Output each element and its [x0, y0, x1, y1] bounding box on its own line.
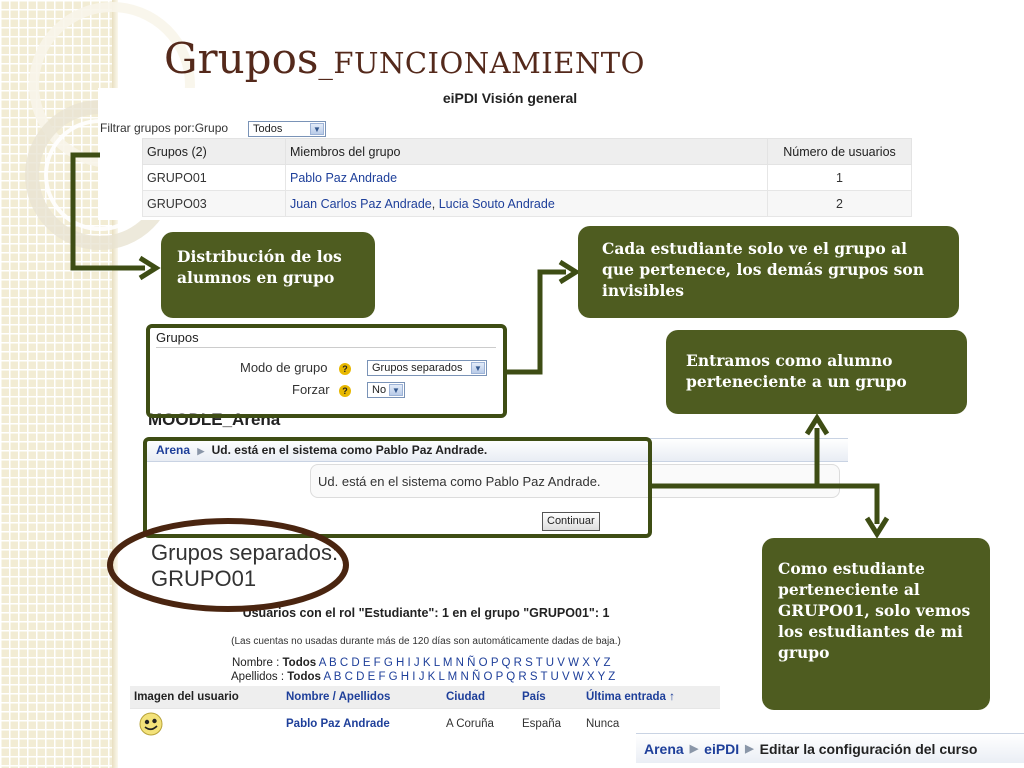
breadcrumb-course-link[interactable]: eiPDI — [704, 740, 740, 757]
separated-groups-oval — [110, 521, 346, 609]
group-settings-legend: Grupos — [156, 330, 199, 345]
breadcrumb-current: Ud. está en el sistema como Pablo Paz Andrade. — [211, 443, 488, 457]
group-mode-value: Grupos separados — [372, 362, 463, 374]
enter-as-student-callout: Entramos como alumno perteneciente a un grupo — [666, 330, 967, 414]
name-filter-label: Nombre : — [232, 657, 280, 669]
group-members: Juan Carlos Paz Andrade, Lucia Souto Andrade — [286, 191, 768, 217]
breadcrumb-home-link[interactable]: Arena — [644, 740, 684, 757]
separated-groups-title: Grupos separados: — [151, 540, 339, 565]
overview-heading: eiPDI Visión general — [442, 90, 578, 106]
column-header-country[interactable]: País — [518, 686, 582, 708]
arrow-arena-to-enter — [652, 428, 817, 486]
login-message: Ud. está en el sistema como Pablo Paz Andrade. — [318, 474, 601, 489]
member-link[interactable]: Pablo Paz Andrade — [290, 170, 398, 185]
filter-label: Filtrar grupos por:Grupo — [100, 121, 229, 135]
breadcrumb-separator-icon: ▶ — [689, 743, 699, 755]
group-mode-label: Modo de grupo — [240, 360, 328, 375]
column-header-user-count: Número de usuarios — [768, 139, 912, 165]
title-sub: _FUNCIONAMIENTO — [318, 46, 645, 80]
title-main: Grupos — [164, 34, 319, 83]
group-name: GRUPO01 — [143, 165, 286, 191]
users-heading: Usuarios con el rol "Estudiante": 1 en el grupo "GRUPO01": 1 — [242, 606, 610, 620]
help-icon[interactable]: ? — [339, 385, 351, 397]
help-icon[interactable]: ? — [339, 363, 351, 375]
chevron-down-icon: ▼ — [471, 362, 485, 374]
member-link[interactable]: Juan Carlos Paz Andrade — [290, 196, 432, 211]
users-note: (Las cuentas no usadas durante más de 120 días son automáticamente dadas de baja.) — [231, 636, 621, 647]
separated-groups-group: GRUPO01 — [151, 566, 257, 591]
filter-group-value: Todos — [253, 123, 283, 135]
member-link[interactable]: Lucia Souto Andrade — [438, 196, 555, 211]
column-header-user-image: Imagen del usuario — [130, 686, 282, 708]
breadcrumb-separator-icon: ▶ — [745, 743, 754, 755]
user-country: España — [518, 708, 582, 740]
surname-filter-all[interactable]: Todos — [287, 671, 321, 683]
user-count: 1 — [768, 165, 912, 191]
column-header-last-access[interactable]: Última entrada ↑ — [582, 686, 720, 708]
breadcrumb-separator-icon: ▶ — [197, 446, 205, 456]
course-breadcrumb — [636, 733, 1024, 763]
user-name-link[interactable]: Pablo Paz Andrade — [286, 718, 390, 731]
column-header-name[interactable]: Nombre / Apellidos — [282, 686, 442, 708]
user-city: A Coruña — [442, 708, 518, 740]
column-header-groups: Grupos (2) — [143, 139, 286, 165]
force-label: Forzar — [292, 382, 330, 397]
student-view-callout: Como estudiante perteneciente al GRUPO01, solo vemos los estudiantes de mi grupo — [762, 538, 990, 710]
continue-button[interactable]: Continuar — [542, 512, 600, 531]
distribution-callout: Distribución de los alumnos en grupo — [161, 232, 375, 318]
site-title: MOODLE_Arena — [148, 410, 281, 429]
breadcrumb-current-page: Editar la configuración del curso — [759, 740, 978, 757]
surname-filter-letters[interactable]: A B C D E F G H I J K L M N Ñ O P Q R S T U V W X Y Z — [323, 671, 616, 683]
breadcrumb-home-link[interactable]: Arena — [156, 443, 191, 457]
column-header-city[interactable]: Ciudad — [442, 686, 518, 708]
arrow-settings-to-visibility — [507, 272, 566, 372]
name-filter-letters[interactable]: A B C D E F G H I J K L M N Ñ O P Q R S T U V W X Y Z — [318, 657, 611, 669]
chevron-down-icon: ▼ — [310, 123, 324, 135]
name-filter-all[interactable]: Todos — [282, 657, 317, 669]
group-name: GRUPO03 — [143, 191, 286, 217]
column-header-members: Miembros del grupo — [286, 139, 768, 165]
force-value: No — [372, 384, 387, 396]
user-last-access: Nunca — [582, 708, 720, 740]
user-count: 2 — [768, 191, 912, 217]
surname-filter-label: Apellidos : — [231, 671, 285, 683]
visibility-callout: Cada estudiante solo ve el grupo al que pertenece, los demás grupos son invisibles — [578, 226, 959, 318]
chevron-down-icon: ▼ — [389, 384, 403, 396]
arrow-overview-to-distribution — [73, 155, 145, 268]
